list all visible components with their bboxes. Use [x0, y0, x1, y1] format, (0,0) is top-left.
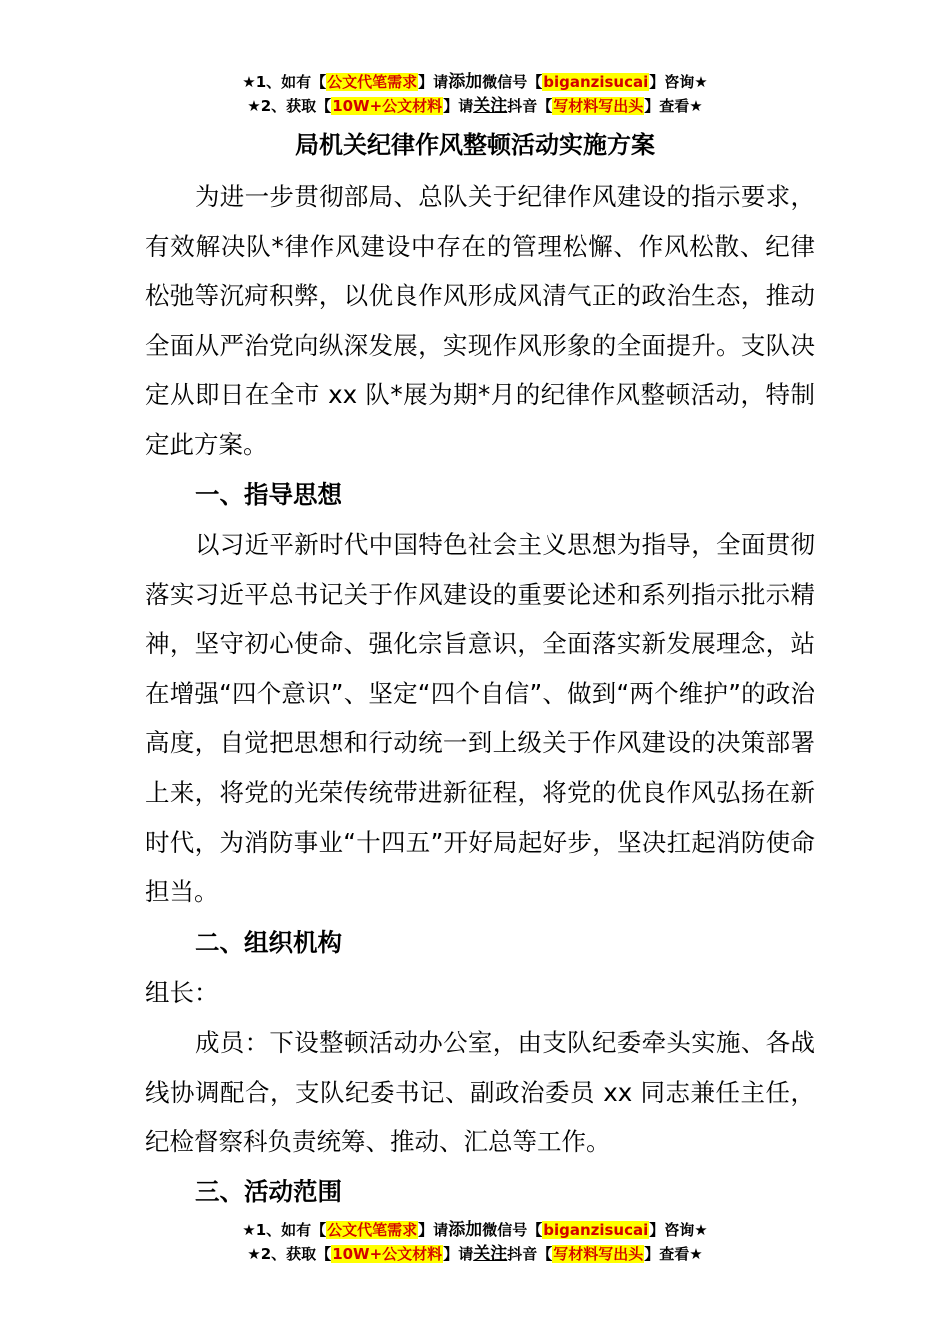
promo-line-1-top	[0, 72, 950, 92]
promo-emphasis: 关注	[473, 1244, 508, 1264]
leader-line: 组长：	[145, 978, 219, 1007]
section-heading-guiding-ideology: 一、指导思想	[195, 480, 342, 509]
promo-text: ★1、如有【	[242, 1221, 327, 1239]
promo-line-2-top	[0, 96, 950, 116]
promo-text: 抖音【	[507, 97, 553, 115]
highlight-douyin-account: 写材料写出头	[553, 97, 644, 115]
highlight-materials: 10W+公文材料	[332, 1245, 443, 1263]
promo-line-1-bottom	[0, 1220, 950, 1240]
promo-line-2-bottom	[0, 1244, 950, 1264]
promo-text: 】请	[418, 1221, 449, 1239]
highlight-wechat-id: biganzisucai	[543, 1221, 649, 1239]
section-heading-organization: 二、组织机构	[195, 928, 342, 957]
promo-text: 】查看★	[644, 1245, 703, 1263]
promo-emphasis: 添加	[448, 1220, 483, 1240]
highlight-douyin-account: 写材料写出头	[553, 1245, 644, 1263]
highlight-service: 公文代笔需求	[327, 1221, 418, 1239]
intro-paragraph: 为进一步贯彻部局、总队关于纪律作风建设的指示要求，有效解决队*律作风建设中存在的管理松懈、作风松散、纪律松弛等沉疴积弊，以优良作风形成风清气正的政治生态，推动全面从严治党向纵深发展，实现作风形象的全面提升。支队决定从即日在全市 xx 队*展为期*月的纪律作风整顿活动，特制定此方案。	[145, 182, 815, 459]
promo-text: 微信号【	[482, 73, 543, 91]
promo-text: ★2、获取【	[247, 97, 332, 115]
promo-text: 】请	[443, 1245, 474, 1263]
promo-text: 】咨询★	[649, 73, 708, 91]
highlight-materials: 10W+公文材料	[332, 97, 443, 115]
highlight-service: 公文代笔需求	[327, 73, 418, 91]
promo-text: 】咨询★	[649, 1221, 708, 1239]
promo-emphasis: 添加	[448, 72, 483, 92]
guiding-ideology-paragraph: 以习近平新时代中国特色社会主义思想为指导，全面贯彻落实习近平总书记关于作风建设的重要论述和系列指示批示精神，坚守初心使命、强化宗旨意识，全面落实新发展理念，站在增强“四个意识”、坚定“四个自信”、做到“两个维护”的政治高度，自觉把思想和行动统一到上级关于作风建设的决策部署上来，将党的光荣传统带进新征程，将党的优良作风弘扬在新时代，为消防事业“十四五”开好局起好步，坚决扛起消防使命担当。	[145, 530, 815, 907]
members-paragraph: 成员：下设整顿活动办公室，由支队纪委牵头实施、各战线协调配合，支队纪委书记、副政治委员 xx 同志兼任主任，纪检督察科负责统筹、推动、汇总等工作。	[145, 1028, 815, 1157]
promo-text: 】请	[418, 73, 449, 91]
document-title: 局机关纪律作风整顿活动实施方案	[295, 131, 655, 159]
promo-text: ★1、如有【	[242, 73, 327, 91]
promo-emphasis: 关注	[473, 96, 508, 116]
promo-text: ★2、获取【	[247, 1245, 332, 1263]
promo-text: 】请	[443, 97, 474, 115]
promo-text: 】查看★	[644, 97, 703, 115]
highlight-wechat-id: biganzisucai	[543, 73, 649, 91]
promo-text: 微信号【	[482, 1221, 543, 1239]
section-heading-scope: 三、活动范围	[195, 1177, 342, 1206]
promo-text: 抖音【	[507, 1245, 553, 1263]
